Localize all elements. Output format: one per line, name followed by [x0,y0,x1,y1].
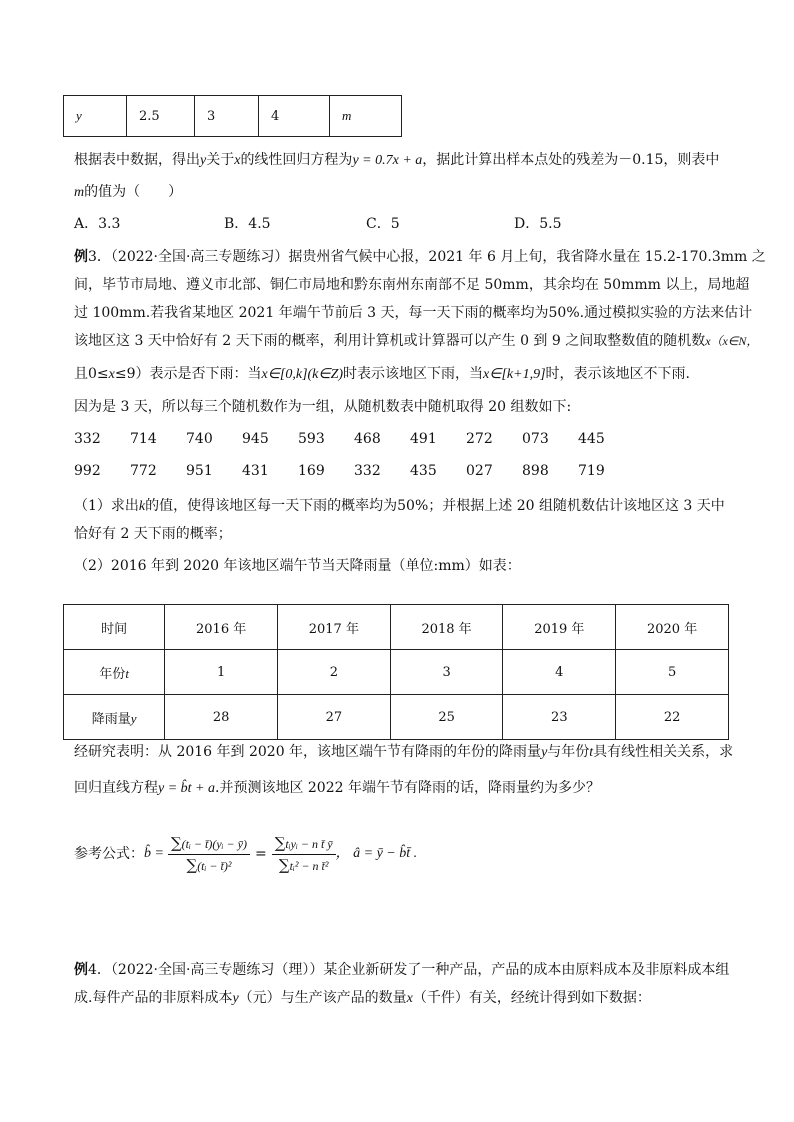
table-header-cell: 2017 年 [277,605,390,650]
table-cell: 25 [390,695,503,740]
random-number-row: 992 772 951 431 169 332 435 027 898 719 [74,463,605,479]
rainfall-table [63,604,729,740]
table-cell: 3 [195,96,259,137]
table-row [64,695,729,740]
table-cell: 2.5 [127,96,195,137]
table-header-cell: 2018 年 [390,605,503,650]
table-cell: y [64,96,127,137]
table-cell: 27 [277,695,390,740]
random-number-row: 332 714 740 945 593 468 491 272 073 445 [74,431,605,447]
table-row [64,650,729,695]
formula-fraction-2: $\frac{\text{∑tᵢyᵢ − n t̄ ȳ}}{\text{∑tᵢ² − n t̄²}}$ [272,835,336,874]
table-cell: 22 [616,695,729,740]
table-header-row [64,605,729,650]
research-line: 经研究表明：从 2016 年到 2020 年，该地区端午节有降雨的年份的降雨量y与年份t具有线性相关关系，求 [74,744,734,760]
part-1-line: （1）求出k的值，使得该地区每一天下雨的概率均为50%；并根据上述 20 组随机数估计该地区这 3 天中 [74,498,725,514]
table-cell: 28 [165,695,278,740]
table-header-cell: 2020 年 [616,605,729,650]
example-4-line: 成.每件产品的非原料成本y（元）与生产该产品的数量x（千件）有关，经统计得到如下数据： [74,990,651,1006]
example-3-line: 例3．（2022·全国·高三专题练习）据贵州省气候中心报，2021 年 6 月上旬，我省降水量在 15.2-170.3mm 之 [74,249,766,265]
example-3-line: 过 100mm.若我省某地区 2021 年端午节前后 3 天，每一天下雨的概率均为50%.通过模拟实验的方法来估计 [74,305,753,321]
formula-fraction-1: $\frac{\text{∑(tᵢ − t̄)(yᵢ − ȳ)}}{\text{∑(tᵢ − t̄)²}}$ [168,835,250,874]
option-c: C．5 [366,216,400,232]
option-d: D．5.5 [514,216,562,232]
data-table-partial [63,95,402,137]
table-cell: 1 [165,650,278,695]
table-header-cell: 时间 [64,605,165,650]
table-header-cell: 2016 年 [165,605,278,650]
table-row-label: 年份t [64,650,165,695]
research-line: 回归直线方程y = b̂t + a.并预测该地区 2022 年端午节有降雨的话，降雨量约为多少？ [74,780,600,796]
part-1-line: 恰好有 2 天下雨的概率； [74,526,232,542]
table-row-label: 降雨量y [64,695,165,740]
table-cell: 3 [390,650,503,695]
example-3-line: 因为是 3 天，所以每三个随机数作为一组，从随机数表中随机取得 20 组数如下: [74,399,572,415]
option-a: A．3.3 [74,216,121,232]
table-cell: m [330,96,402,137]
example-3-line: 间，毕节市局地、遵义市北部、铜仁市局地和黔东南州东南部不足 50mm，其余均在 50mmm 以上，局地超 [74,277,750,293]
answer-options [74,213,734,235]
question-line: 根据表中数据，得出y关于x的线性回归方程为y = 0.7x + a，据此计算出样本点处的残差为－0.15，则表中 [74,152,720,168]
question-line: m的值为（ ） [74,184,183,200]
table-cell: 4 [503,650,616,695]
table-cell: 5 [616,650,729,695]
part-2-line: （2）2016 年到 2020 年该地区端午节当天降雨量（单位:mm）如表： [74,558,521,574]
table-header-cell: 2019 年 [503,605,616,650]
table-cell: 23 [503,695,616,740]
reference-formula: 参考公式： b̂ = $\frac{\text{∑(tᵢ − t̄)(yᵢ − ȳ)}}{\text{∑(tᵢ − t̄)²}}$ = $\frac{\text{∑tᵢyᵢ − n t̄ ȳ}}{\text{∑tᵢ² − n t̄²}}$ ， â = ȳ − b̂t̄ . [74,833,418,874]
table-cell: 4 [259,96,330,137]
example-3-line: 该地区这 3 天中恰好有 2 天下雨的概率，利用计算机或计算器可以产生 0 到 9 之间取整数值的随机数x（x∈N， [74,333,759,349]
option-b: B．4.5 [224,216,271,232]
example-4-line: 例4．（2022·全国·高三专题练习（理））某企业新研发了一种产品，产品的成本由原料成本及非原料成本组 [74,962,730,978]
table-cell: 2 [277,650,390,695]
table-row [64,96,402,137]
example-3-line: 且0≤x≤9）表示是否下雨：当x∈[0,k](k∈Z)时表示该地区下雨，当x∈[k+1,9]时，表示该地区不下雨. [74,366,690,382]
